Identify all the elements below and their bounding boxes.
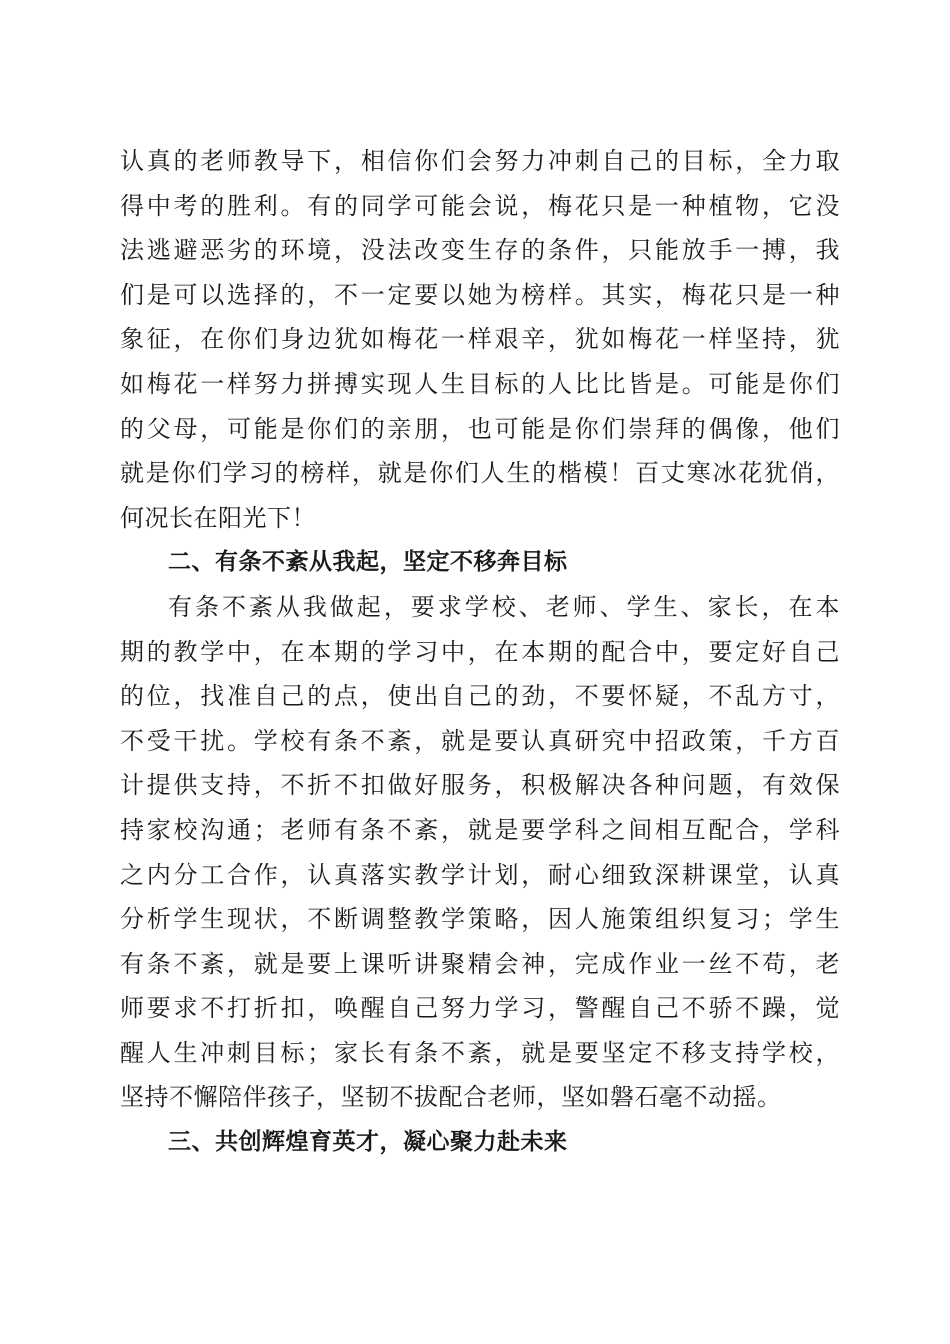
section-heading-2: 二、有条不紊从我起，坚定不移奔目标	[168, 549, 568, 576]
text-line: 计提供支持，不折不扣做好服务，积极解决各种问题，有效保	[120, 771, 840, 800]
text-line: 的位，找准自己的点，使出自己的劲，不要怀疑，不乱方寸，	[120, 682, 840, 711]
text-line: 如梅花一样努力拼搏实现人生目标的人比比皆是。可能是你们	[120, 369, 840, 398]
paragraph-continued	[120, 139, 840, 540]
text-line: 之内分工合作，认真落实教学计划，耐心细致深耕课堂，认真	[120, 860, 840, 889]
text-line: 法逃避恶劣的环境，没法改变生存的条件，只能放手一搏，我	[120, 236, 840, 265]
text-line: 有条不紊从我做起，要求学校、老师、学生、家长，在本	[168, 592, 840, 621]
text-line: 何况长在阳光下！	[120, 503, 316, 532]
text-line: 醒人生冲刺目标；家长有条不紊，就是要坚定不移支持学校，	[120, 1038, 840, 1067]
text-line: 象征，在你们身边犹如梅花一样艰辛，犹如梅花一样坚持，犹	[120, 325, 840, 354]
text-line: 有条不紊，就是要上课听讲聚精会神，完成作业一丝不苟，老	[120, 949, 840, 978]
section-heading-3: 三、共创辉煌育英才，凝心聚力赴未来	[168, 1129, 568, 1156]
text-line: 坚持不懈陪伴孩子，坚韧不拔配合老师，坚如磐石毫不动摇。	[120, 1083, 782, 1112]
document-body	[120, 139, 840, 1165]
paragraph-section-2	[120, 585, 840, 1120]
text-line: 得中考的胜利。有的同学可能会说，梅花只是一种植物，它没	[120, 191, 840, 220]
text-line: 师要求不打折扣，唤醒自己努力学习，警醒自己不骄不躁，觉	[120, 994, 840, 1023]
text-line: 期的教学中，在本期的学习中，在本期的配合中，要定好自己	[120, 637, 840, 666]
text-line: 就是你们学习的榜样，就是你们人生的楷模！百丈寒冰花犹俏，	[120, 459, 840, 488]
text-line: 分析学生现状，不断调整教学策略，因人施策组织复习；学生	[120, 905, 840, 934]
text-line: 们是可以选择的，不一定要以她为榜样。其实，梅花只是一种	[120, 280, 840, 309]
text-line: 不受干扰。学校有条不紊，就是要认真研究中招政策，千方百	[120, 726, 840, 755]
text-line: 认真的老师教导下，相信你们会努力冲刺自己的目标，全力取	[120, 147, 840, 175]
text-line: 持家校沟通；老师有条不紊，就是要学科之间相互配合，学科	[120, 815, 840, 844]
text-line: 的父母，可能是你们的亲朋，也可能是你们崇拜的偶像，他们	[120, 414, 840, 443]
